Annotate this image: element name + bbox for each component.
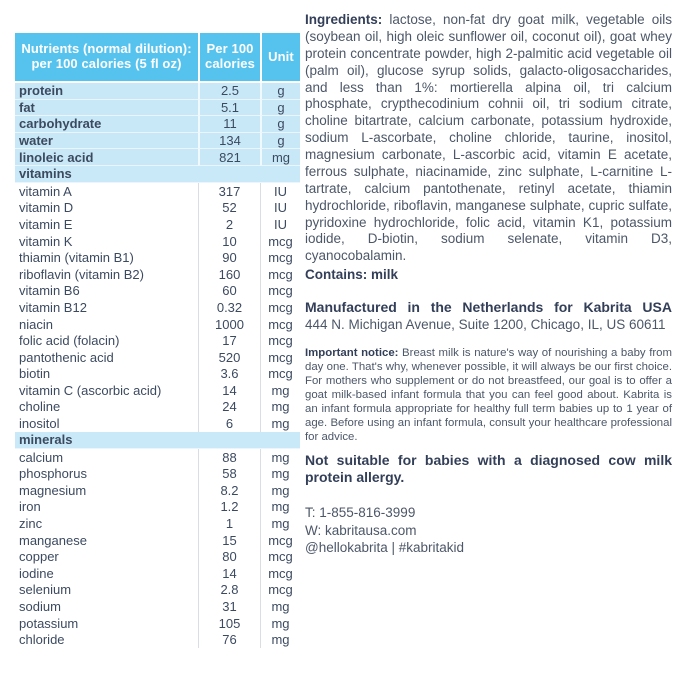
table-row xyxy=(15,399,300,416)
table-row xyxy=(15,149,300,166)
nutrient-value: 17 xyxy=(198,332,260,349)
table-row xyxy=(15,216,300,233)
nutrient-unit: mcg xyxy=(260,332,300,349)
nutrient-unit: mcg xyxy=(260,283,300,300)
table-row xyxy=(15,582,300,599)
nutrient-unit: mcg xyxy=(260,565,300,582)
nutrient-unit: mg xyxy=(260,449,300,466)
nutrient-value: 31 xyxy=(198,598,260,615)
nutrient-name: calcium xyxy=(19,449,64,465)
header-per100-line2: calories xyxy=(205,56,255,71)
nutrient-unit: IU xyxy=(260,216,300,233)
nutrient-value: 14 xyxy=(198,382,260,399)
nutrient-value: 134 xyxy=(198,133,260,150)
social-line: @hellokabrita | #kabritakid xyxy=(305,540,465,556)
nutrient-value: 80 xyxy=(198,548,260,565)
table-row xyxy=(15,83,300,100)
ingredients-paragraph xyxy=(305,12,672,265)
nutrient-value: 1 xyxy=(198,515,260,532)
nutrient-name: selenium xyxy=(19,582,72,598)
table-row xyxy=(15,133,300,150)
ingredients-text: lactose, non-fat dry goat milk, vegetable oils (soybean oil, high oleic sunflower oil, coconut oil), goat whey protein concentrate powder, high 2-palmitic acid vegetable oil (palm oil), glucose syrup solids, galacto-oligosaccharides, and less than 1%: mortierella alpina oil, tri calcium phosphate, crypthecodinium cohnii oil, tri sodium citrate, choline bitartrate, calcium carbonate, potassium hydroxide, sodium L-ascorbate, choline chloride, taurine, inositol, magnesium carbonate, L-ascorbic acid, vitamin E acetate, ferrous sulphate, niacinamide, zinc sulphate, L-carnitine L-tartrate, calcium pantothenate, retinyl acetate, thiamin hydrochloride, riboflavin, manganese sulphate, cupric sulfate, pyridoxine hydrochloride, folic acid, vitamin K1, potassium iodide, D-biotin, sodium selenate, vitamin D3, cyanocobalamin. xyxy=(305,12,672,264)
nutrient-value: 60 xyxy=(198,283,260,300)
nutrient-unit: mg xyxy=(260,482,300,499)
nutrient-unit: mcg xyxy=(260,582,300,599)
nutrient-unit: mcg xyxy=(260,266,300,283)
nutrient-name: riboflavin (vitamin B2) xyxy=(19,266,144,282)
nutrient-name: inositol xyxy=(19,416,60,432)
table-row xyxy=(15,266,300,283)
section-header-vitamins: vitamins xyxy=(15,166,300,183)
nutrient-unit: mcg xyxy=(260,299,300,316)
nutrient-name: potassium xyxy=(19,615,79,631)
website-line: W: kabritausa.com xyxy=(305,522,417,538)
nutrient-unit: g xyxy=(260,133,300,150)
nutrient-value: 15 xyxy=(198,532,260,549)
table-row xyxy=(15,598,300,615)
table-row xyxy=(15,116,300,133)
nutrient-value: 88 xyxy=(198,449,260,466)
important-notice-paragraph xyxy=(305,347,672,444)
header-nutrients-line1: Nutrients (normal dilution): xyxy=(21,41,192,57)
nutrient-name: copper xyxy=(19,549,59,565)
table-row xyxy=(15,366,300,383)
nutrient-name: protein xyxy=(15,83,198,100)
nutrient-name: choline xyxy=(19,399,61,415)
table-row xyxy=(15,482,300,499)
nutrient-unit: mcg xyxy=(260,366,300,383)
nutrient-name: magnesium xyxy=(19,482,87,498)
nutrient-unit: mcg xyxy=(260,233,300,250)
header-per100-line1: Per 100 xyxy=(206,41,254,57)
table-row xyxy=(15,548,300,565)
section-header-minerals: minerals xyxy=(15,432,300,449)
nutrient-name: vitamin D xyxy=(19,200,74,216)
nutrient-unit: mg xyxy=(260,465,300,482)
nutrient-unit: g xyxy=(260,116,300,133)
nutrient-value: 3.6 xyxy=(198,366,260,383)
table-row xyxy=(15,615,300,632)
nutrient-name: zinc xyxy=(19,516,43,532)
contact-block xyxy=(305,504,672,557)
nutrient-value: 76 xyxy=(198,631,260,648)
header-nutrients xyxy=(15,33,198,81)
nutrient-unit: mg xyxy=(260,598,300,615)
nutrient-name: manganese xyxy=(19,532,87,548)
table-row xyxy=(15,200,300,217)
nutrient-name: folic acid (folacin) xyxy=(19,333,120,349)
nutrient-unit: IU xyxy=(260,200,300,217)
nutrient-name: sodium xyxy=(19,599,61,615)
nutrient-unit: g xyxy=(260,100,300,117)
nutrient-unit: mcg xyxy=(260,249,300,266)
table-row xyxy=(15,100,300,117)
nutrient-value: 90 xyxy=(198,249,260,266)
table-row xyxy=(15,183,300,200)
nutrient-unit: mcg xyxy=(260,349,300,366)
nutrients-table xyxy=(15,33,300,648)
manufactured-statement: Manufactured in the Netherlands for Kabrita USA xyxy=(305,299,672,315)
table-row xyxy=(15,283,300,300)
table-body xyxy=(15,83,300,648)
table-row xyxy=(15,465,300,482)
nutrient-value: 317 xyxy=(198,183,260,200)
nutrient-unit: mg xyxy=(260,631,300,648)
nutrient-name: iodine xyxy=(19,565,54,581)
nutrient-value: 1000 xyxy=(198,316,260,333)
nutrient-unit: mcg xyxy=(260,316,300,333)
nutrient-name: phosphorus xyxy=(19,466,87,482)
important-notice-text: Breast milk is nature's way of nourishing a baby from day one. That's why, whenever possible, it will always be our first choice. For mothers who supplement or do not breastfeed, our goal is to offer a goat milk-based infant formula that you can feel good about. Kabrita is an infant formula appropriate for healthy full term babies up to 1 year of age. Before using an infant formula, consult your healthcare professional for advice. xyxy=(305,347,672,443)
nutrient-name: vitamin B12 xyxy=(19,299,87,315)
nutrient-name: vitamin E xyxy=(19,216,73,232)
nutrient-unit: mg xyxy=(260,415,300,432)
nutrient-value: 520 xyxy=(198,349,260,366)
table-row xyxy=(15,515,300,532)
nutrient-name: iron xyxy=(19,499,41,515)
nutrient-name: water xyxy=(15,133,198,150)
contains-statement: Contains: milk xyxy=(305,267,399,283)
nutrient-value: 8.2 xyxy=(198,482,260,499)
nutrient-value: 58 xyxy=(198,465,260,482)
nutrient-value: 10 xyxy=(198,233,260,250)
nutrient-value: 52 xyxy=(198,200,260,217)
nutrient-name: chloride xyxy=(19,632,65,648)
nutrient-unit: mcg xyxy=(260,532,300,549)
header-unit: Unit xyxy=(260,33,300,81)
table-row xyxy=(15,415,300,432)
info-column xyxy=(305,12,672,557)
nutrient-value: 2.8 xyxy=(198,582,260,599)
table-row xyxy=(15,316,300,333)
nutrient-name: biotin xyxy=(19,366,51,382)
nutrient-value: 5.1 xyxy=(198,100,260,117)
table-row xyxy=(15,499,300,516)
nutrient-name: vitamin B6 xyxy=(19,283,80,299)
nutrient-unit: mg xyxy=(260,149,300,166)
table-row xyxy=(15,565,300,582)
nutrient-unit: mg xyxy=(260,399,300,416)
nutrient-unit: g xyxy=(260,83,300,100)
nutrient-value: 160 xyxy=(198,266,260,283)
nutrient-unit: mg xyxy=(260,615,300,632)
nutrient-name: vitamin A xyxy=(19,183,72,199)
nutrient-name: thiamin (vitamin B1) xyxy=(19,250,134,266)
nutrient-unit: mg xyxy=(260,515,300,532)
nutrient-value: 6 xyxy=(198,415,260,432)
table-row xyxy=(15,631,300,648)
nutrient-value: 0.32 xyxy=(198,299,260,316)
nutrient-value: 105 xyxy=(198,615,260,632)
table-header-row xyxy=(15,33,300,81)
nutrient-name: pantothenic acid xyxy=(19,349,114,365)
table-row xyxy=(15,332,300,349)
nutrient-name: carbohydrate xyxy=(15,116,198,133)
important-notice-label: Important notice: xyxy=(305,347,399,360)
nutrient-unit: mg xyxy=(260,499,300,516)
nutrient-name: vitamin K xyxy=(19,233,73,249)
not-suitable-statement: Not suitable for babies with a diagnosed cow milk protein allergy. xyxy=(305,451,672,486)
nutrient-unit: mcg xyxy=(260,548,300,565)
nutrient-unit: mg xyxy=(260,382,300,399)
table-row xyxy=(15,233,300,250)
table-row xyxy=(15,349,300,366)
nutrient-name: fat xyxy=(15,100,198,117)
nutrient-value: 24 xyxy=(198,399,260,416)
table-row xyxy=(15,382,300,399)
nutrient-unit: IU xyxy=(260,183,300,200)
nutrient-name: linoleic acid xyxy=(15,149,198,166)
header-per-100-calories xyxy=(198,33,260,81)
table-row xyxy=(15,249,300,266)
address-line: 444 N. Michigan Avenue, Suite 1200, Chicago, IL, US 60611 xyxy=(305,316,666,332)
nutrient-value: 821 xyxy=(198,149,260,166)
nutrient-name: niacin xyxy=(19,316,53,332)
nutrient-name: vitamin C (ascorbic acid) xyxy=(19,382,162,398)
nutrient-value: 1.2 xyxy=(198,499,260,516)
table-row xyxy=(15,449,300,466)
table-row xyxy=(15,299,300,316)
nutrient-value: 11 xyxy=(198,116,260,133)
ingredients-label: Ingredients: xyxy=(305,12,383,27)
phone-line: T: 1-855-816-3999 xyxy=(305,504,416,520)
nutrient-value: 2.5 xyxy=(198,83,260,100)
header-nutrients-line2: per 100 calories (5 fl oz) xyxy=(31,56,182,71)
nutrient-value: 2 xyxy=(198,216,260,233)
table-row xyxy=(15,532,300,549)
nutrient-value: 14 xyxy=(198,565,260,582)
